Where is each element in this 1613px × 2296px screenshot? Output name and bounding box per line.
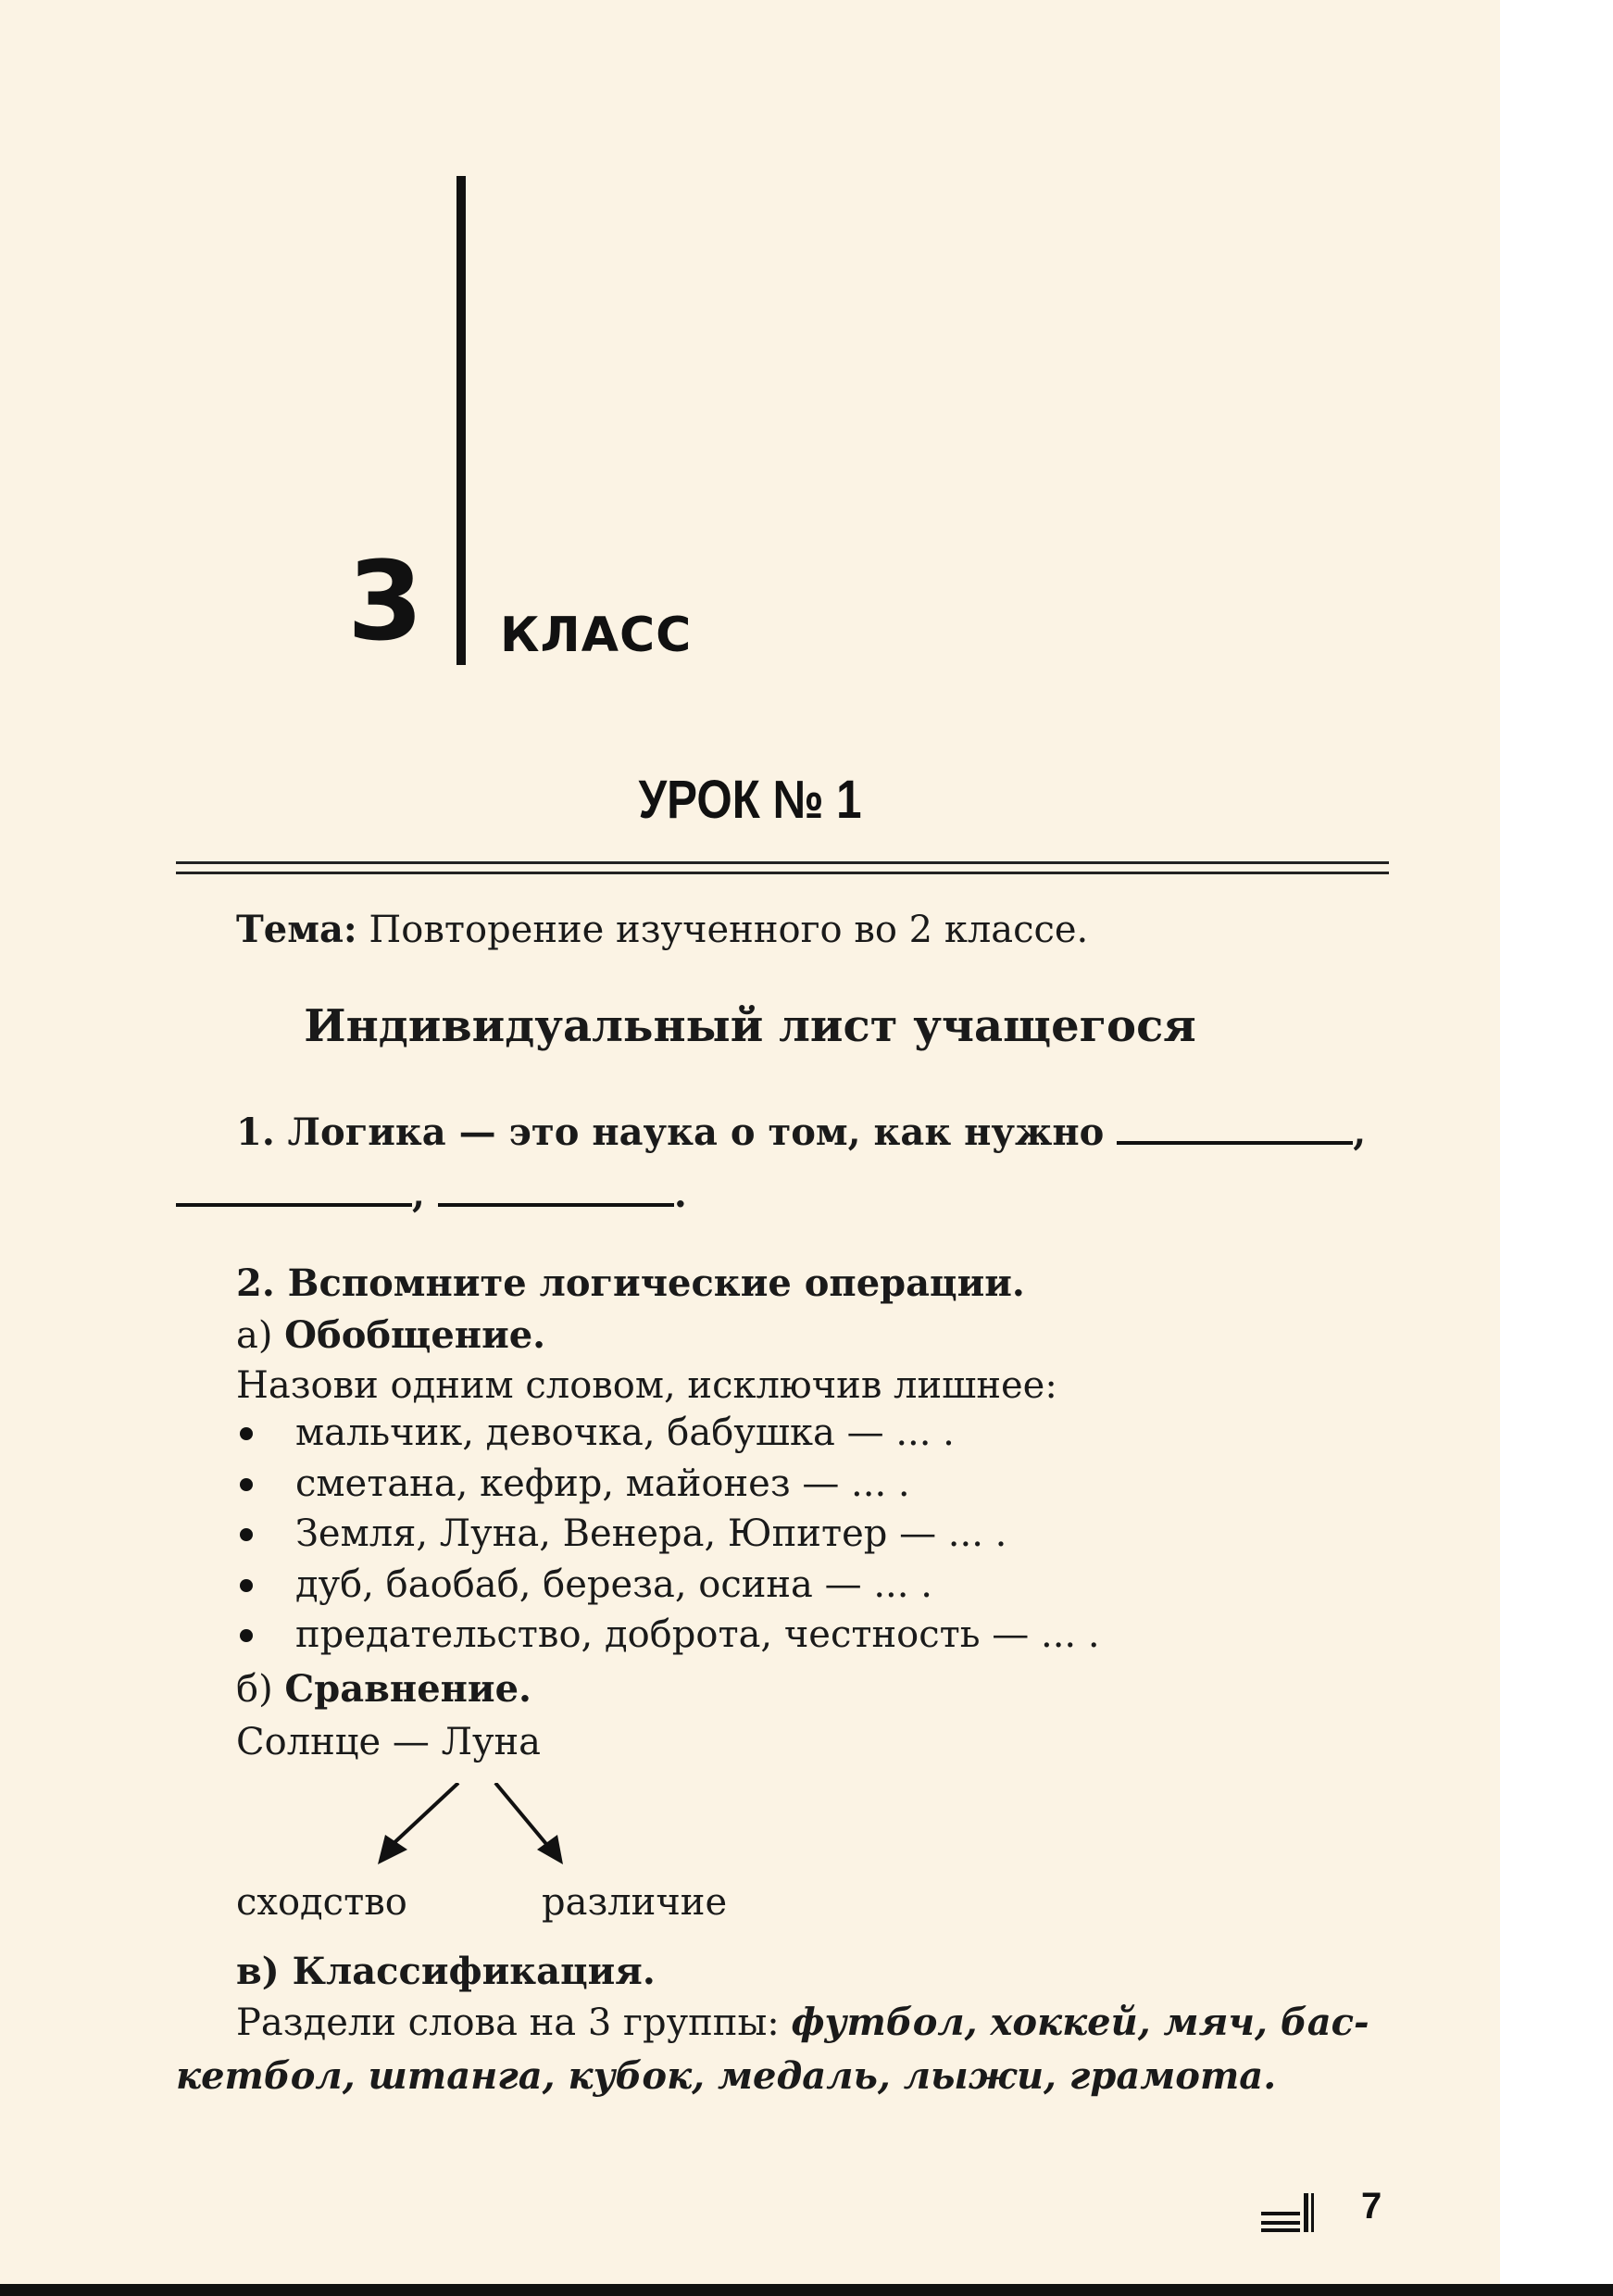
comma: , xyxy=(412,1173,425,1216)
comma: , xyxy=(1353,1110,1367,1154)
bullet-icon xyxy=(240,1478,253,1491)
list-item xyxy=(236,1408,1100,1459)
chapter-number: 3 xyxy=(347,537,424,665)
arrow-down-right-icon xyxy=(495,1783,563,1864)
worksheet-title: Индивидуальный лист учащегося xyxy=(304,1000,1196,1052)
item-label: в) xyxy=(236,1950,293,1993)
bullet-icon xyxy=(240,1427,253,1440)
topic-label: Тема: xyxy=(236,908,357,951)
classification-instruction: Раздели слова на 3 группы: xyxy=(236,2001,792,2044)
classification-line2: кетбол, штанга, кубок, медаль, лыжи, грамота. xyxy=(176,2054,1277,2098)
topic-text: Повторение изученного во 2 классе. xyxy=(356,909,1089,951)
answer-blank-2[interactable] xyxy=(176,1170,412,1207)
list-item xyxy=(236,1509,1100,1560)
period: . xyxy=(673,1173,687,1216)
task2-a-instruction: Назови одним словом, исключив лишнее: xyxy=(236,1364,1057,1407)
comparison-pair: Солнце — Луна xyxy=(236,1721,542,1763)
similarity-label: сходство xyxy=(236,1881,407,1924)
task2-heading: 2. Вспомните логические операции. xyxy=(236,1261,1025,1305)
comparison-arrows-diagram xyxy=(343,1783,648,1866)
task2-b-heading xyxy=(236,1667,531,1712)
chapter-label: КЛАСС xyxy=(500,608,693,663)
task2-a-heading xyxy=(236,1313,545,1358)
list-item-text: сметана, кефир, майонез — ... . xyxy=(295,1462,910,1505)
bullet-icon xyxy=(240,1629,253,1642)
classification-words: футбол, хоккей, мяч, бас- xyxy=(791,2001,1369,2044)
list-item-text: предательство, доброта, честность — ... . xyxy=(295,1613,1100,1656)
item-label: а) xyxy=(236,1314,285,1357)
classification-line1 xyxy=(236,2001,1369,2045)
answer-blank-3[interactable] xyxy=(438,1170,674,1207)
page-number: 7 xyxy=(1361,2186,1382,2227)
scan-bottom-edge xyxy=(0,2284,1613,2296)
bullet-icon xyxy=(240,1528,253,1541)
generalization-list xyxy=(236,1408,1100,1661)
item-title: Обобщение. xyxy=(284,1313,546,1357)
list-item-text: дуб, баобаб, береза, осина — ... . xyxy=(295,1562,932,1606)
double-rule-top xyxy=(176,861,1389,864)
bullet-icon xyxy=(240,1579,253,1592)
task1-text: 1. Логика — это наука о том, как нужно xyxy=(236,1110,1118,1154)
item-title: Классификация. xyxy=(292,1950,656,1993)
difference-label: различие xyxy=(542,1881,728,1924)
lesson-topic xyxy=(236,908,1088,952)
task1-line2 xyxy=(176,1170,687,1217)
list-item xyxy=(236,1610,1100,1661)
item-label: б) xyxy=(236,1668,285,1711)
double-rule-bottom xyxy=(176,872,1389,874)
chapter-divider-bar xyxy=(456,176,466,665)
list-item xyxy=(236,1459,1100,1510)
list-item xyxy=(236,1560,1100,1611)
lesson-title: УРОК № 1 xyxy=(638,770,862,830)
list-item-text: Земля, Луна, Венера, Юпитер — ... . xyxy=(295,1512,1007,1555)
list-item-text: мальчик, девочка, бабушка — ... . xyxy=(295,1411,955,1454)
answer-blank-1[interactable] xyxy=(1117,1108,1353,1145)
item-title: Сравнение. xyxy=(284,1667,531,1711)
task1-line1 xyxy=(236,1108,1366,1155)
task2-c-heading xyxy=(236,1950,656,1994)
arrow-down-left-icon xyxy=(378,1783,458,1864)
